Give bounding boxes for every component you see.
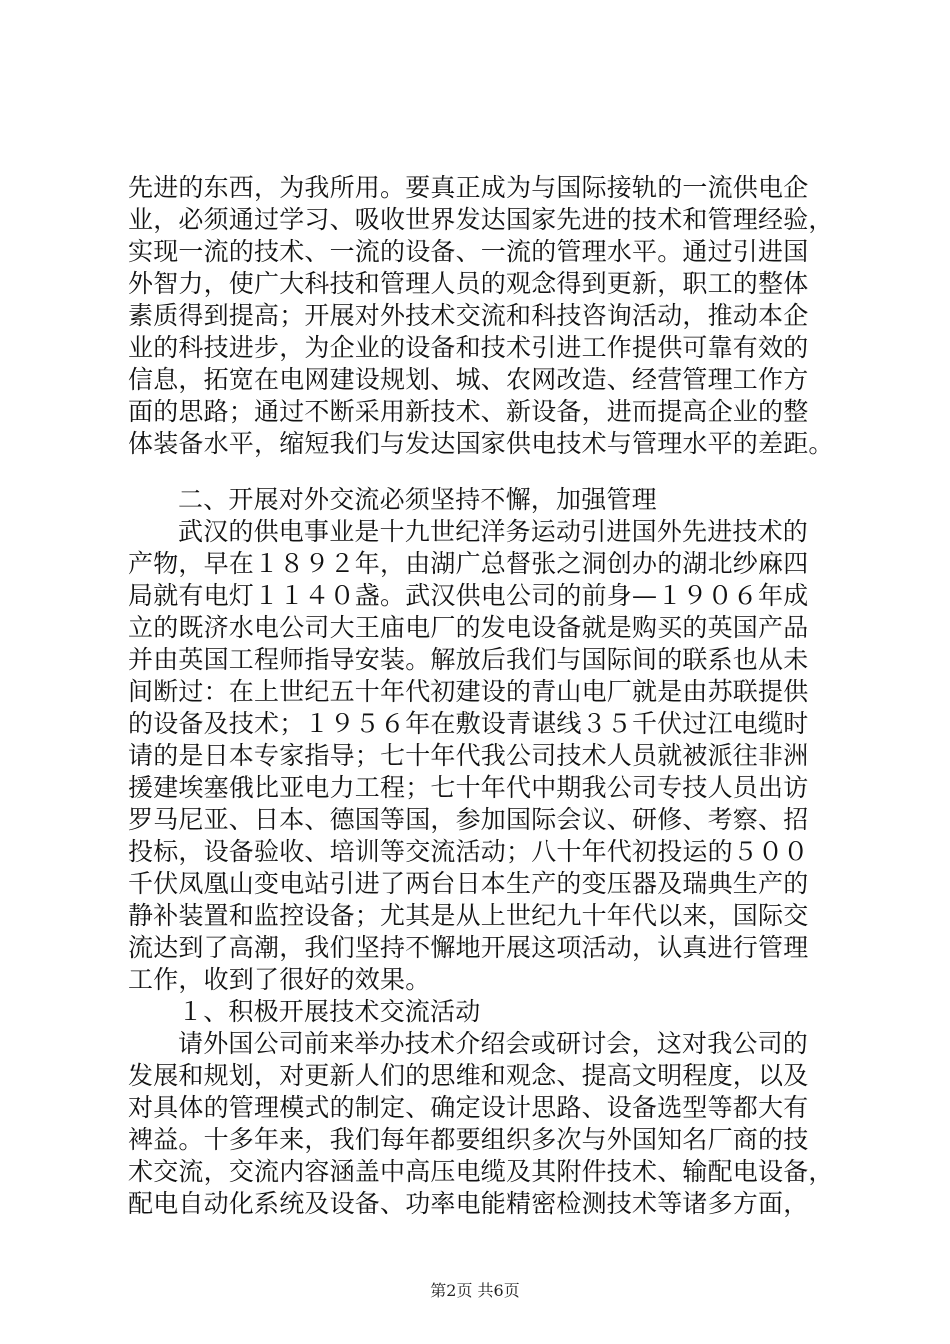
text-line: 的设备及技术；１９５６年在敷设青谌线３５千伏过江电缆时 xyxy=(128,709,809,738)
text-line: 裨益。十多年来，我们每年都要组织多次与外国知名厂商的技 xyxy=(128,1125,809,1154)
text-line: 援建埃塞俄比亚电力工程；七十年代中期我公司专技人员出访 xyxy=(128,773,809,802)
text-line: 外智力，使广大科技和管理人员的观念得到更新，职工的整体 xyxy=(128,269,809,298)
text-line: 业的科技进步，为企业的设备和技术引进工作提供可靠有效的 xyxy=(128,333,809,362)
text-line: 千伏凤凰山变电站引进了两台日本生产的变压器及瑞典生产的 xyxy=(128,869,809,898)
text-line: 流达到了高潮，我们坚持不懈地开展这项活动，认真进行管理 xyxy=(128,933,809,962)
text-line: 对具体的管理模式的制定、确定设计思路、设备选型等都大有 xyxy=(128,1093,809,1122)
section-heading-2: 二、开展对外交流必须坚持不懈，加强管理 xyxy=(178,485,657,514)
text-line: 体装备水平，缩短我们与发达国家供电技术与管理水平的差距。 xyxy=(128,429,834,458)
text-line: 局就有电灯１１４０盏。武汉供电公司的前身—１９０６年成 xyxy=(128,581,809,610)
text-line: 实现一流的技术、一流的设备、一流的管理水平。通过引进国 xyxy=(128,237,809,266)
paragraph-history xyxy=(128,516,840,996)
text-line: 先进的东西，为我所用。要真正成为与国际接轨的一流供电企 xyxy=(128,173,809,202)
paragraph-tech-exchange xyxy=(128,1028,840,1220)
text-line: 业，必须通过学习、吸收世界发达国家先进的技术和管理经验， xyxy=(128,205,834,234)
text-line: 信息，拓宽在电网建设规划、城、农网改造、经营管理工作方 xyxy=(128,365,809,394)
text-line: 并由英国工程师指导安装。解放后我们与国际间的联系也从未 xyxy=(128,645,809,674)
text-line: 工作，收到了很好的效果。 xyxy=(128,965,431,994)
text-line: 间断过：在上世纪五十年代初建设的青山电厂就是由苏联提供 xyxy=(128,677,809,706)
page-number-footer: 第2页 共6页 xyxy=(430,1281,520,1300)
document-body xyxy=(128,172,840,1220)
paragraph-intro xyxy=(128,172,840,460)
text-line: 罗马尼亚、日本、德国等国，参加国际会议、研修、考察、招 xyxy=(128,805,809,834)
text-line: 请的是日本专家指导；七十年代我公司技术人员就被派往非洲 xyxy=(128,741,809,770)
text-line: 武汉的供电事业是十九世纪洋务运动引进国外先进技术的 xyxy=(178,517,809,546)
text-line: 配电自动化系统及设备、功率电能精密检测技术等诸多方面， xyxy=(128,1189,809,1218)
text-line: 产物，早在１８９２年，由湖广总督张之洞创办的湖北纱麻四 xyxy=(128,549,809,578)
paragraph-gap xyxy=(128,460,840,484)
text-line: 静补装置和监控设备；尤其是从上世纪九十年代以来，国际交 xyxy=(128,901,809,930)
text-line: 发展和规划，对更新人们的思维和观念、提高文明程度，以及 xyxy=(128,1061,809,1090)
text-line: 面的思路；通过不断采用新技术、新设备，进而提高企业的整 xyxy=(128,397,809,426)
text-line: 术交流，交流内容涵盖中高压电缆及其附件技术、输配电设备， xyxy=(128,1157,834,1186)
text-line: 立的既济水电公司大王庙电厂的发电设备就是购买的英国产品 xyxy=(128,613,809,642)
subsection-heading-1: １、积极开展技术交流活动 xyxy=(178,997,481,1026)
text-line: 素质得到提高；开展对外技术交流和科技咨询活动，推动本企 xyxy=(128,301,809,330)
text-line: 请外国公司前来举办技术介绍会或研讨会，这对我公司的 xyxy=(178,1029,809,1058)
text-line: 投标，设备验收、培训等交流活动；八十年代初投运的５００ xyxy=(128,837,809,866)
